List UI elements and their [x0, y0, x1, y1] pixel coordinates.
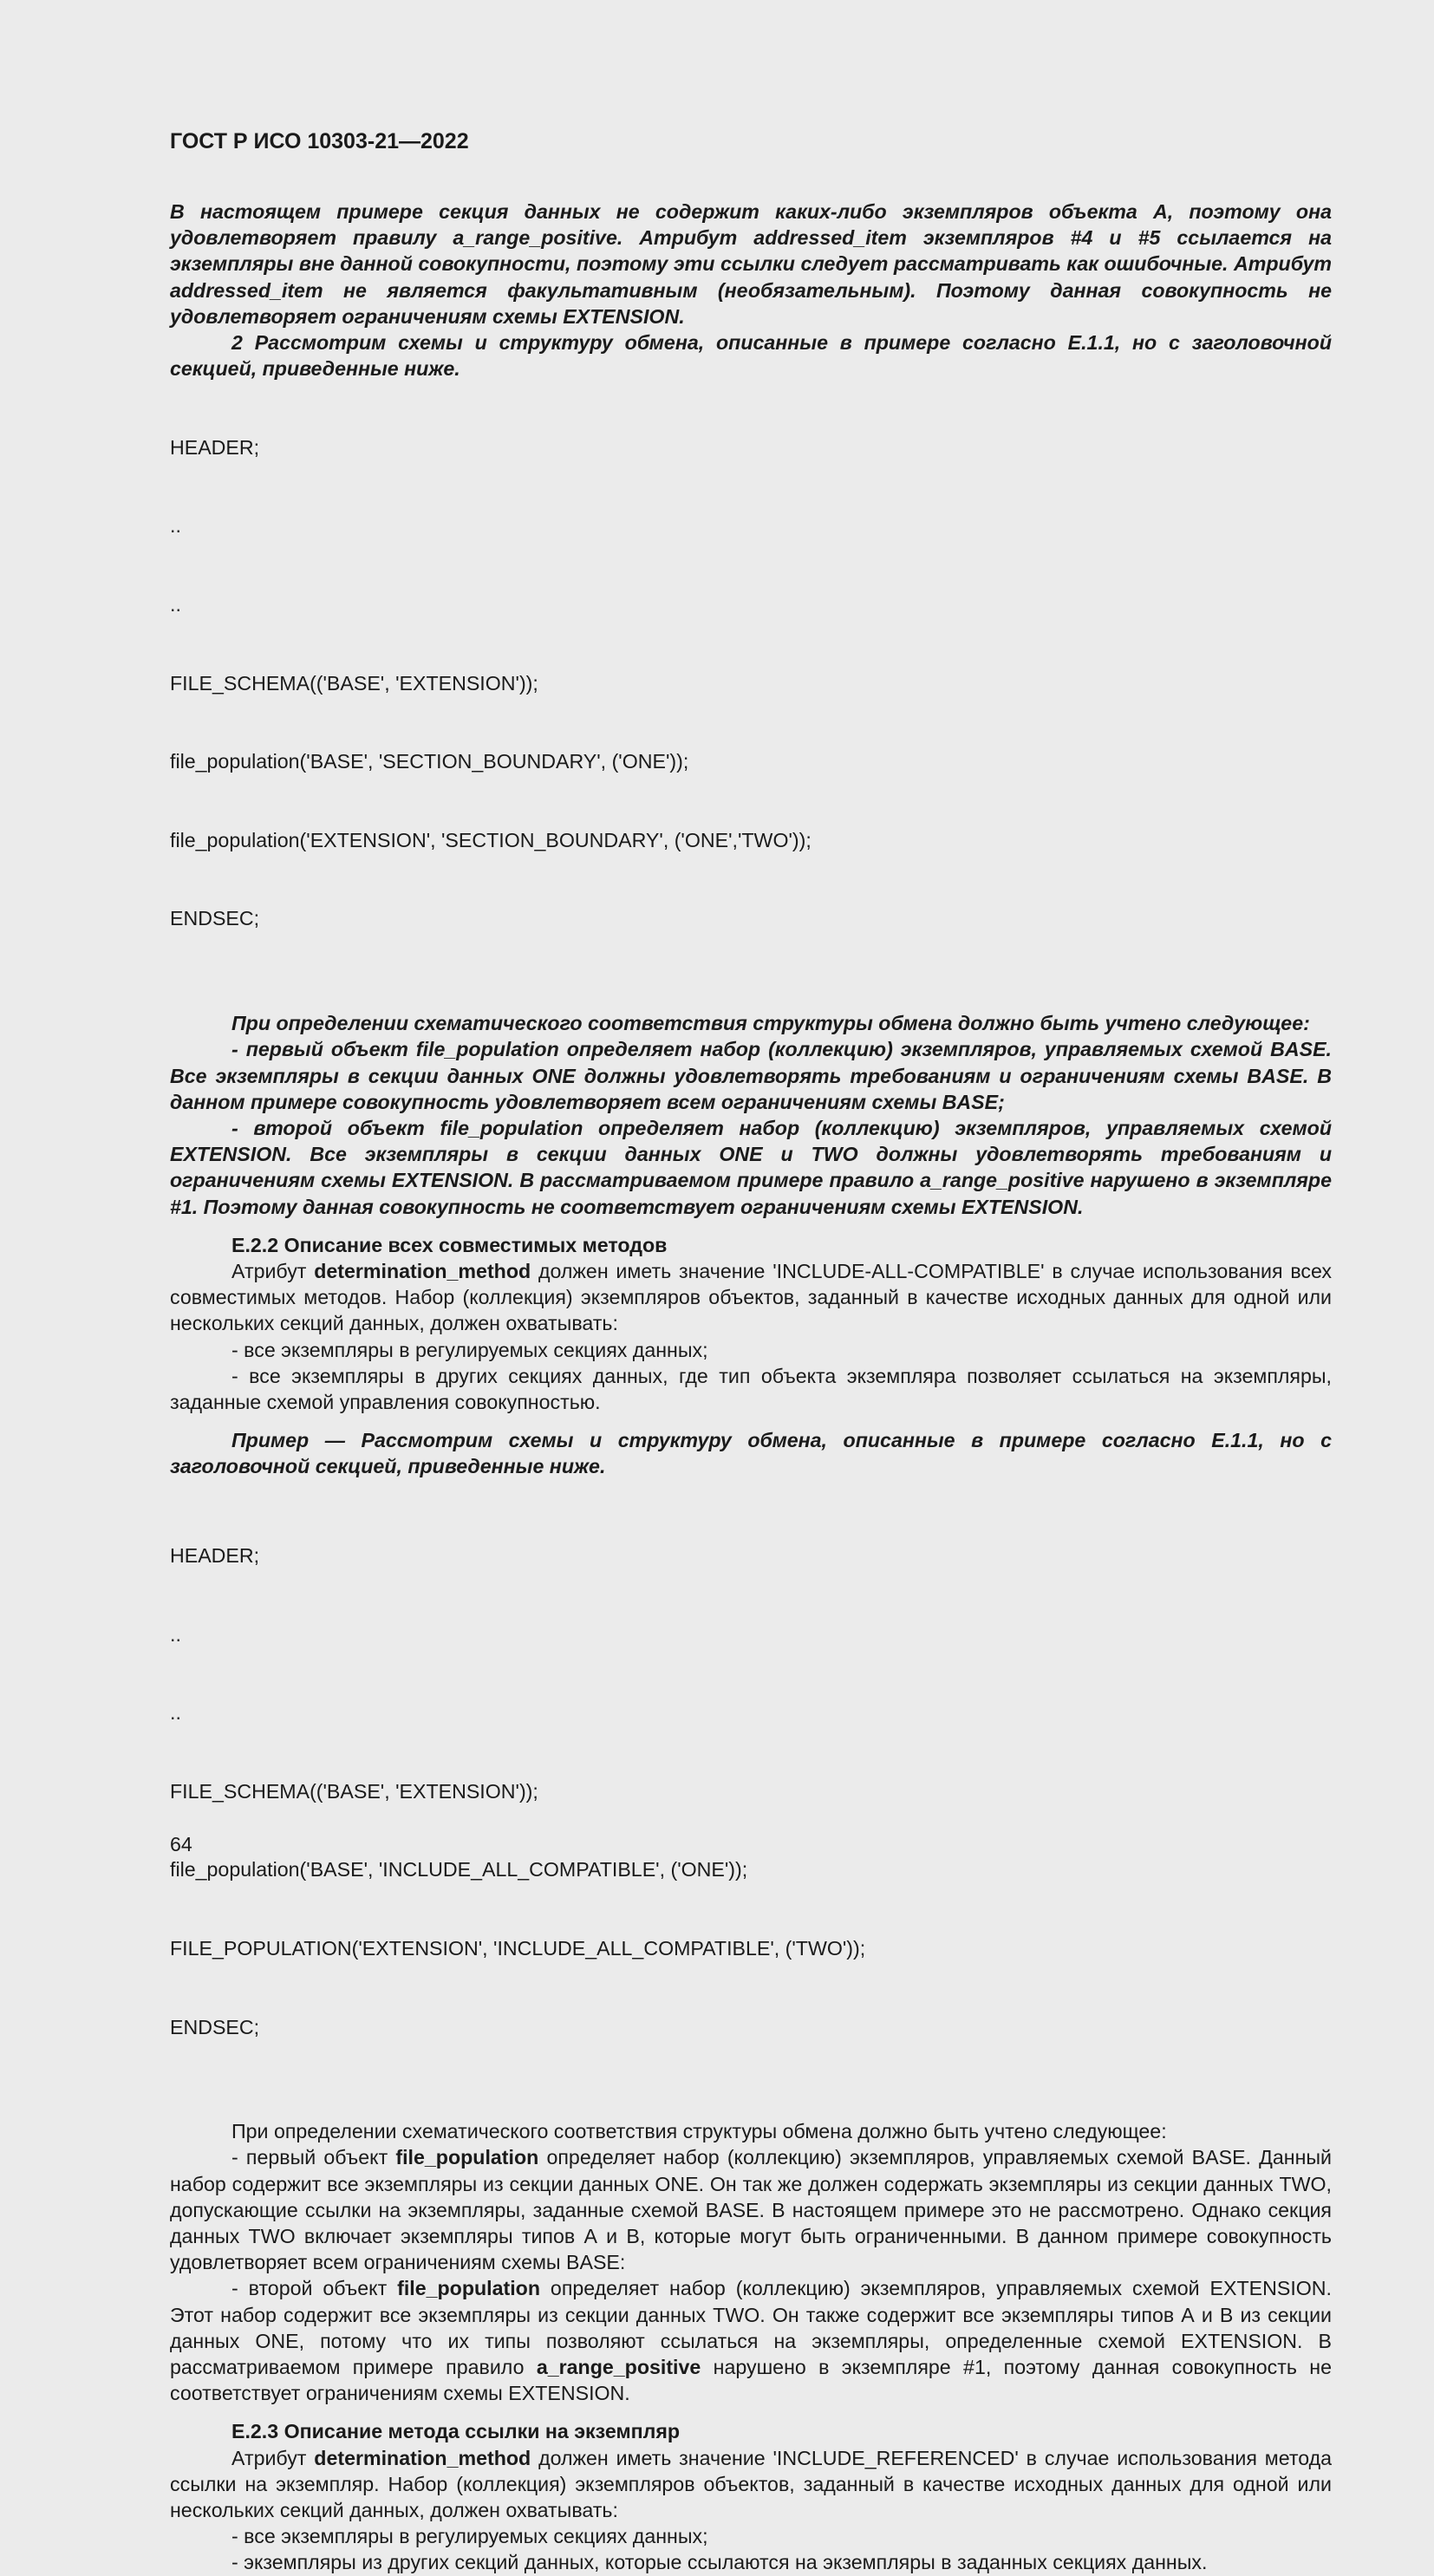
- text-run: определяет набор (коллекцию) экземпляров, управляемых схемой EXTENSION. Этот набор содержит все экземпляры из секции данных TWO. Он также содержит все экземпляры типов А и В из секции данных ONE, потому что их типы позволяют ссылаться на экземпляры, определенные схемой EXTENSION. В рассматриваемом примере правило: [170, 2277, 1332, 2379]
- paragraph-note-1: В настоящем примере секция данных не содержит каких-либо экземпляров объекта А, поэтому она удовлетворяет правилу a_range_positive. Атрибут addressed_item экземпляров #4 и #5 ссылается на экземпляры вне данной совокупности, поэтому эти ссылки следует рассматривать как ошибочные. Атрибут addressed_item не является факультативным (необязательным). Поэтому данная совокупность не удовлетворяет ограничениям схемы EXTENSION.: [170, 200, 1332, 328]
- code-line: ..: [170, 514, 181, 538]
- document-header: ГОСТ Р ИСО 10303-21—2022: [170, 129, 469, 153]
- text-run: Атрибут: [231, 2446, 315, 2469]
- text-run: - второй объект: [231, 2277, 398, 2300]
- list-item-first-population-2: [170, 2144, 1332, 2275]
- term-determination-method: determination_method: [314, 1259, 531, 1282]
- code-line: ..: [170, 1622, 181, 1646]
- text-run: нарушено в экземпляре #1, поэтому данная совокупность не соответствует ограничениям схемы EXTENSION.: [170, 2356, 1332, 2405]
- paragraph-example-2: 2 Рассмотрим схемы и структуру обмена, описанные в примере согласно Е.1.1, но с заголовочной секцией, приведенные ниже.: [170, 331, 1332, 381]
- text-run: должен иметь значение 'INCLUDE-ALL-COMPATIBLE' в случае использования всех совместимых методов. Набор (коллекция) экземпляров объектов, заданный в качестве исходных данных для одной или нескольких секций данных, должен охватывать:: [170, 1259, 1332, 1335]
- section-title-e23: Е.2.3 Описание метода ссылки на экземпляр: [231, 2420, 681, 2443]
- code-line: ..: [170, 1701, 181, 1725]
- document-page: [170, 128, 1332, 2576]
- paragraph-conformance-intro: При определении схематического соответствия структуры обмена должно быть учтено следующее:: [231, 1012, 1310, 1035]
- term-file-population: file_population: [395, 2146, 539, 2169]
- paragraph-e23-intro: [170, 2445, 1332, 2524]
- code-line: FILE_POPULATION('EXTENSION', 'INCLUDE_ALL_COMPATIBLE', ('TWO'));: [170, 1937, 866, 1960]
- code-line: ENDSEC;: [170, 2015, 260, 2038]
- list-item-first-population: - первый объект file_population определяет набор (коллекцию) экземпляров, управляемых схемой BASE. Все экземпляры в секции данных ONE должны удовлетворять требованиям и ограничениям схемы BASE. В данном примере совокупность удовлетворяет всем ограничениям схемы BASE;: [170, 1038, 1332, 1113]
- code-line: file_population('BASE', 'SECTION_BOUNDARY', ('ONE'));: [170, 750, 689, 773]
- code-line: FILE_SCHEMA(('BASE', 'EXTENSION'));: [170, 1779, 538, 1803]
- code-line: file_population('BASE', 'INCLUDE_ALL_COMPATIBLE', ('ONE'));: [170, 1858, 748, 1881]
- page-number: 64: [170, 1833, 192, 1855]
- section-title-e22: Е.2.2 Описание всех совместимых методов: [231, 1233, 668, 1256]
- term-a-range-positive: a_range_positive: [536, 2356, 701, 2379]
- paragraph-e22-intro: [170, 1258, 1332, 1337]
- paragraph-example: Пример — Рассмотрим схемы и структуру обмена, описанные в примере согласно Е.1.1, но с заголовочной секцией, приведенные ниже.: [170, 1429, 1332, 1478]
- code-block-2: [170, 1490, 1332, 2093]
- term-file-population: file_population: [397, 2277, 540, 2300]
- list-item-second-population-2: [170, 2275, 1332, 2406]
- code-line: file_population('EXTENSION', 'SECTION_BOUNDARY', ('ONE','TWO'));: [170, 828, 812, 851]
- list-item-e23-2: - экземпляры из других секций данных, которые ссылаются на экземпляры в заданных секциях данных.: [231, 2551, 1208, 2574]
- term-determination-method: determination_method: [314, 2446, 531, 2469]
- text-run: должен иметь значение 'INCLUDE_REFERENCED' в случае использования метода ссылки на экземпляр. Набор (коллекция) экземпляров объектов, заданный в качестве исходных данных для одной или нескольких секций данных, должен охватывать:: [170, 2446, 1333, 2522]
- list-item-e22-2: - все экземпляры в других секциях данных, где тип объекта экземпляра позволяет ссылаться на экземпляры, заданные схемой управления совокупностью.: [170, 1364, 1332, 1413]
- code-line: ..: [170, 593, 181, 616]
- code-line: HEADER;: [170, 1543, 260, 1567]
- code-block-1: [170, 382, 1332, 984]
- text-run: - первый объект: [231, 2146, 396, 2169]
- list-item-e22-1: - все экземпляры в регулируемых секциях данных;: [231, 1338, 708, 1361]
- code-line: FILE_SCHEMA(('BASE', 'EXTENSION'));: [170, 671, 538, 695]
- list-item-second-population: - второй объект file_population определяет набор (коллекцию) экземпляров, управляемых схемой EXTENSION. Все экземпляры в секции данных ONE и TWO должны удовлетворять требованиям и ограничениям схемы EXTENSION. В рассматриваемом примере правило a_range_positive нарушено в экземпляре #1. Поэтому данная совокупность не соответствует ограничениям схемы EXTENSION.: [170, 1116, 1332, 1218]
- text-run: Атрибут: [231, 1259, 315, 1282]
- text-run: определяет набор (коллекцию) экземпляров, управляемых схемой BASE. Данный набор содержит все экземпляры из секции данных ONE. Он так же должен содержать экземпляры из секции данных TWO, допускающие ссылки на экземпляры, заданные схемой BASE. В настоящем примере это не рассмотрено. Однако секция данных TWO включает экземпляры типов А и В, которые могут быть ограниченными. В данном примере совокупность удовлетворяет всем ограничениям схемы BASE:: [170, 2146, 1332, 2274]
- code-line: HEADER;: [170, 435, 260, 459]
- list-item-e23-1: - все экземпляры в регулируемых секциях данных;: [231, 2525, 708, 2548]
- paragraph-conformance-intro-2: При определении схематического соответствия структуры обмена должно быть учтено следующее:: [231, 2120, 1167, 2143]
- code-line: ENDSEC;: [170, 907, 260, 930]
